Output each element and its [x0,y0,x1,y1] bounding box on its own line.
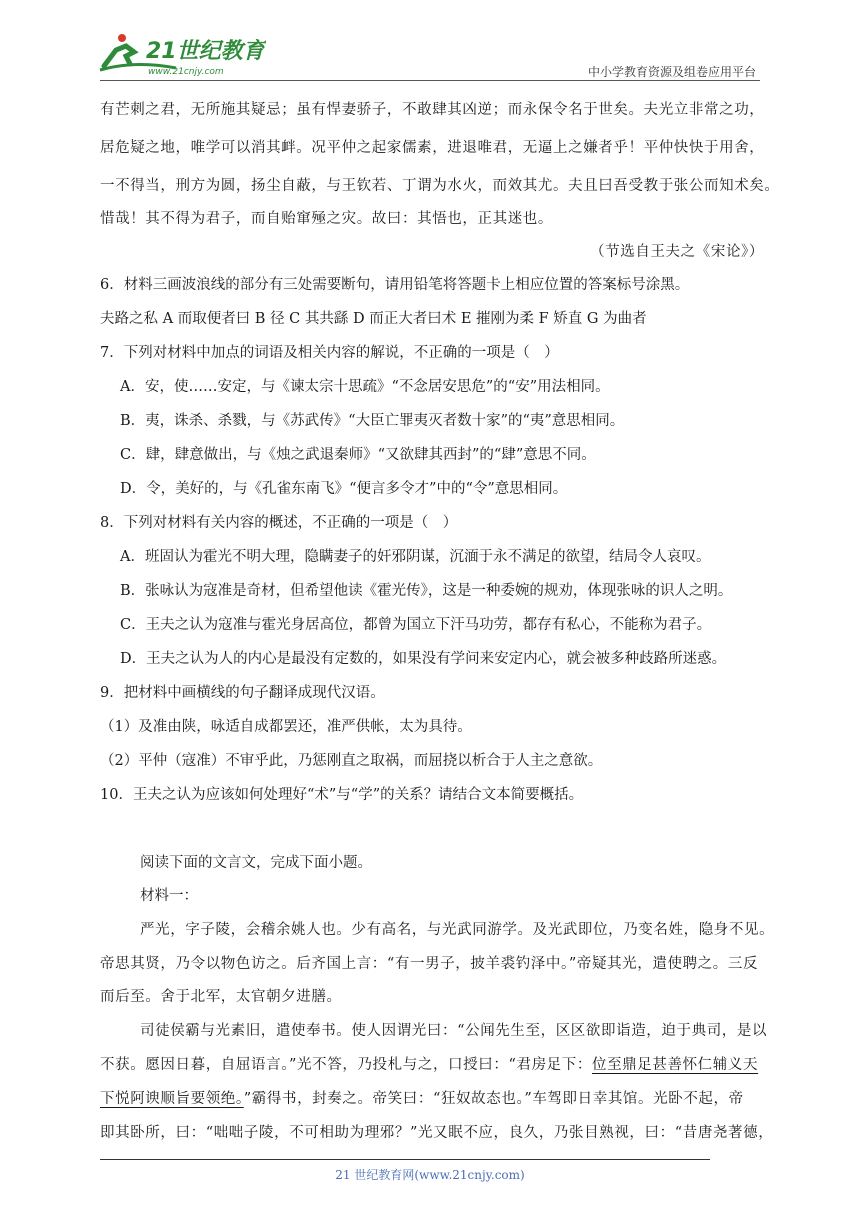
question-6-line: 夫路之私 A 而取便者曰 B 径 C 其共繇 D 而正大者曰术 E 摧刚为柔 F 矫直 G 为曲者 [100,311,647,327]
section-intro: 阅读下面的文言文，完成下面小题。 [140,855,372,871]
passage-source: （节选自王夫之《宋论》） [590,244,764,260]
header-divider [100,80,760,81]
option-8b: B．张咏认为寇准是奇材，但希望他读《霍光传》，这是一种委婉的规劝，体现张咏的识人之明。 [120,583,733,599]
question-7: 7．下列对材料中加点的词语及相关内容的解说，不正确的一项是（ ） [100,345,559,361]
passage-line: 而后至。舍于北军，太官朝夕进膳。 [100,989,342,1005]
svg-text:21世纪教育: 21世纪教育 [146,39,265,64]
passage-line: 惜哉！其不得为君子，而自贻窜殛之灾。故曰：其悟也，正其迷也。 [100,211,553,227]
question-9-item: （2）平仲（寇准）不审乎此，乃惩刚直之取祸，而屈挠以析合于人主之意欲。 [100,753,603,769]
page-header [0,0,860,82]
option-7b: B．夷，诛杀、杀戮，与《苏武传》“大臣亡罪夷灭者数十家”的“夷”意思相同。 [120,413,625,429]
question-9-item: （1）及准由陕，咏适自成都罢还，准严供帐，太为具待。 [100,719,472,735]
runner-logo-icon [96,30,266,78]
passage-line: 居危疑之地，唯学可以消其衅。况平仲之起家儒素，进退唯君，无逼上之嫌者乎！平仲快快于用舍， [100,140,765,156]
passage-line [100,1087,744,1108]
svg-text:www.21cnjy.com: www.21cnjy.com [148,67,224,77]
passage-line [100,1053,758,1074]
underlined-sentence: 下悦阿谀顺旨要领绝。 [100,1091,244,1107]
passage-line: 严光，字子陵，会稽余姚人也。少有高名，与光武同游学。及光武即位，乃变名姓，隐身不见。 [140,922,775,938]
question-8: 8．下列对材料有关内容的概述，不正确的一项是（ ） [100,515,458,531]
passage-line: 一不得当，刑方为圆，扬尘自蔽，与王钦若、丁谓为水火，而效其尤。夫且曰吾受教于张公而知术矣。 [100,178,780,194]
option-8d: D．王夫之认为人的内心是最没有定数的，如果没有学问来安定内心，就会被多种歧路所迷惑。 [120,651,727,667]
question-9: 9．把材料中画横线的句子翻译成现代汉语。 [100,685,385,701]
passage-text: ”霸得书，封奏之。帝笑曰：“狂奴故态也。”车驾即日幸其馆。光卧不起，帝 [243,1091,744,1107]
platform-title: 中小学教育资源及组卷应用平台 [587,65,756,79]
option-8c: C．王夫之认为寇准与霍光身居高位，都曾为国立下汗马功劳，都存有私心，不能称为君子。 [120,617,712,633]
material-label: 材料一： [140,888,198,904]
passage-line: 司徒侯霸与光素旧，遣使奉书。使人因谓光曰：“公闻先生至，区区欲即诣造，迫于典司，是以 [140,1023,768,1039]
question-6: 6．材料三画波浪线的部分有三处需要断句，请用铅笔将答题卡上相应位置的答案标号涂黑。 [100,277,690,293]
footer-divider [100,1159,710,1160]
option-8a: A．班固认为霍光不明大理，隐瞒妻子的奸邪阴谋，沉湎于永不满足的欲望，结局令人哀叹。 [120,549,711,565]
passage-line: 帝思其贤，乃令以物色访之。后齐国上言：“有一男子，披羊裘钓泽中。”帝疑其光，遣使聘之。三反 [100,956,759,972]
option-7c: C．肆，肆意做出，与《烛之武退秦师》“又欲肆其西封”的“肆”意思不同。 [120,447,596,463]
underlined-sentence: 位至鼎足甚善怀仁辅义天 [591,1057,759,1073]
site-logo [96,30,266,78]
passage-line: 有芒刺之君，无所施其疑忌；虽有悍妻骄子，不敢肆其凶逆；而永保令名于世矣。夫光立非常之功， [100,102,765,118]
passage-line: 即其卧所，曰：“咄咄子陵，不可相助为理邪？”光又眠不应，良久，乃张目熟视，曰：“昔唐尧著德， [100,1125,774,1141]
option-7d: D．令，美好的，与《孔雀东南飞》“便言多令才”中的“令”意思相同。 [120,481,568,497]
page-footer: 21 世纪教育网(www.21cnjy.com) [335,1168,525,1182]
question-10: 10．王夫之认为应该如何处理好“术”与“学”的关系？请结合文本简要概括。 [100,787,584,803]
passage-text: 不获。愿因日暮，自屈语言。”光不答，乃投札与之，口授曰：“君房足下： [100,1057,592,1073]
option-7a: A．安，使……安定，与《谏太宗十思疏》“不念居安思危”的“安”用法相同。 [120,379,610,395]
